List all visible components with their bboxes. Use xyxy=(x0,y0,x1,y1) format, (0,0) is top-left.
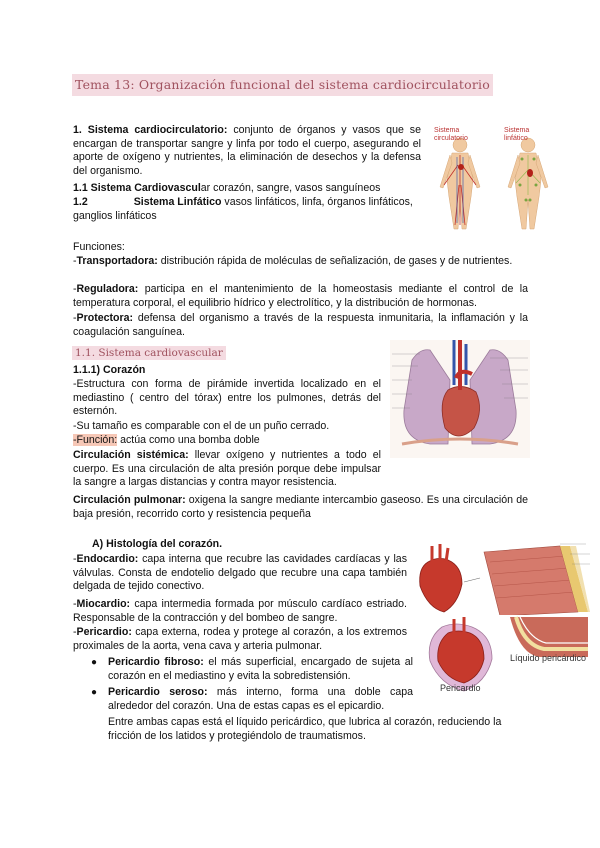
section1-item2 xyxy=(73,196,423,223)
histologia-title: A) Histología del corazón. xyxy=(92,538,223,550)
section1-item1 xyxy=(73,182,423,196)
funcion-text: participa en el mantenimiento de la homeostasis mediante el control de la temperatura corporal, el equilibrio hídrico y electrolítico, y la distribución de hormonas. xyxy=(73,283,528,309)
bullet-head: Pericardio seroso: xyxy=(108,686,208,698)
closing-paragraph: Entre ambas capas está el líquido pericárdico, que lubrica al corazón, reduciendo la fricción de los latidos y protegiéndolo de traumatismos. xyxy=(108,716,502,742)
bullet-text: más interno, forma una doble capa alrededor del corazón. Una de estas capas es el epicardio. xyxy=(108,686,413,712)
bullet-icon: ● xyxy=(91,657,98,668)
corazon-heading: 1.1.1) Corazón xyxy=(73,364,146,376)
funcion-text: actúa como una bomba doble xyxy=(117,434,260,446)
bullet-icon: ● xyxy=(91,687,98,698)
body-systems-figure xyxy=(430,125,560,230)
sistemica-text: llevar oxígeno y nutrientes a todo el cuerpo. Es una circulación de alta presión porque debe impulsar la sangre a largas distancias y contra mayor resistencia. xyxy=(73,449,381,489)
pericardio-seroso-item xyxy=(91,686,413,713)
endocardio-paragraph: -Endocardio: capa interna que recubre las cavidades cardíacas y las válvulas. Consta de endotelio delgado que recubre una capa también delgada de tejido conectivo. xyxy=(73,553,407,593)
funciones-label: Funciones: xyxy=(73,241,125,253)
histologia-heading xyxy=(92,538,222,552)
funcion-text: defensa del organismo a través de la respuesta inmunitaria, la inflamación y la coagulación sanguínea. xyxy=(73,312,528,338)
item2-head: Sistema Linfático xyxy=(133,196,222,208)
heart-wall-figure xyxy=(410,542,590,618)
corazon-funcion xyxy=(73,434,383,448)
miocardio-paragraph: -Miocardio: capa intermedia formada por músculo cardíaco estriado. Responsable de la contracción y del bombeo de sangre. xyxy=(73,598,407,624)
label-liquido-pericardico: Líquido pericárdico xyxy=(510,653,587,663)
circulacion-sistemica xyxy=(73,449,381,490)
page-title: Tema 13: Organización funcional del sistema cardiocirculatorio xyxy=(72,74,493,96)
miocardio-text: capa intermedia formada por músculo cardíaco estriado. Responsable de la contracción y del bombeo de sangre. xyxy=(73,598,407,624)
section11-title: 1.1. Sistema cardiovascular xyxy=(72,346,226,360)
funcion-item: -Protectora: defensa del organismo a través de la respuesta inmunitaria, la inflamación y la coagulación sanguínea. xyxy=(73,312,528,338)
funcion-text: distribución rápida de moléculas de señalización, de gases y de nutrientes. xyxy=(157,255,513,267)
pulmonar-text: oxigena la sangre mediante intercambio gaseoso. Es una circulación de baja presión, recorrido corto y resistencia pequeña xyxy=(73,494,528,520)
funcion-head: Reguladora: xyxy=(76,283,139,295)
pulmonar-head: Circulación pulmonar: xyxy=(73,494,186,506)
heart-lungs-icon xyxy=(390,340,530,458)
section1-text: conjunto de órganos y vasos que se encargan de transportar sangre y linfa por todo el cuerpo, asegurando el aporte de oxígeno y nutrientes, la eliminación de desechos y la defensa del organismo. xyxy=(73,124,421,177)
pericardium-figure xyxy=(420,615,590,695)
circulacion-pulmonar xyxy=(73,494,528,521)
miocardio-head: Miocardio: xyxy=(76,598,131,610)
corazon-p2: -Su tamaño es comparable con el de un puño cerrado. xyxy=(73,420,330,432)
pericardio-head: Pericardio: xyxy=(76,626,132,638)
endocardio-head: Endocardio: xyxy=(76,553,139,565)
pericardio-paragraph: -Pericardio: capa externa, rodea y protege al corazón, a los extremos proximales de la aorta, vena cava y arteria pulmonar. xyxy=(73,626,407,652)
pericardio-fibroso-item xyxy=(91,656,413,683)
heart-lungs-figure xyxy=(390,340,530,458)
bullet-head: Pericardio fibroso: xyxy=(108,656,204,668)
section11-subheading xyxy=(73,364,145,378)
section1-paragraph xyxy=(73,124,421,178)
bullet-text: el más superficial, encargado de sujeta al corazón en el mediastino y evita la sobredistensión. xyxy=(108,656,413,682)
pericardio-text: capa externa, rodea y protege al corazón, a los extremos proximales de la aorta, vena cava y arteria pulmonar. xyxy=(73,626,407,652)
item2-tail: vasos linfáticos, linfa, órganos linfáticos, ganglios linfáticos xyxy=(73,196,413,222)
item1-head: 1.1 Sistema Cardiovascul xyxy=(73,182,201,194)
item1-tail: ar corazón, sangre, vasos sanguíneos xyxy=(200,182,381,194)
funcion-item: -Transportadora: distribución rápida de moléculas de señalización, de gases y de nutrientes. xyxy=(73,255,513,267)
funcion-head: Protectora: xyxy=(76,312,134,324)
label-lymphatic: Sistema linfático xyxy=(504,127,530,142)
label-pericardio: Pericardio xyxy=(440,683,481,693)
sistemica-head: Circulación sistémica: xyxy=(73,449,189,461)
funcion-head: Transportadora: xyxy=(76,255,158,267)
funcion-highlight: -Función: xyxy=(73,434,118,446)
item2-num: 1.2 xyxy=(73,196,88,208)
endocardio-text: capa interna que recubre las cavidades cardíacas y las válvulas. Consta de endotelio delgado que recubre una capa también delgada de tejido conectivo. xyxy=(73,553,407,593)
label-circulatory: Sistema circulatorio xyxy=(434,127,468,142)
heart-wall-icon xyxy=(410,542,590,618)
section1-heading: 1. Sistema cardiocirculatorio: xyxy=(73,124,228,136)
funcion-item: -Reguladora: participa en el mantenimiento de la homeostasis mediante el control de la temperatura corporal, el equilibrio hídrico y electrolítico, y la distribución de hormonas. xyxy=(73,283,528,309)
corazon-p1: -Estructura con forma de pirámide invertida localizado en el mediastino ( centro del tórax) entre los pulmones, detrás del esternón. xyxy=(73,378,381,418)
